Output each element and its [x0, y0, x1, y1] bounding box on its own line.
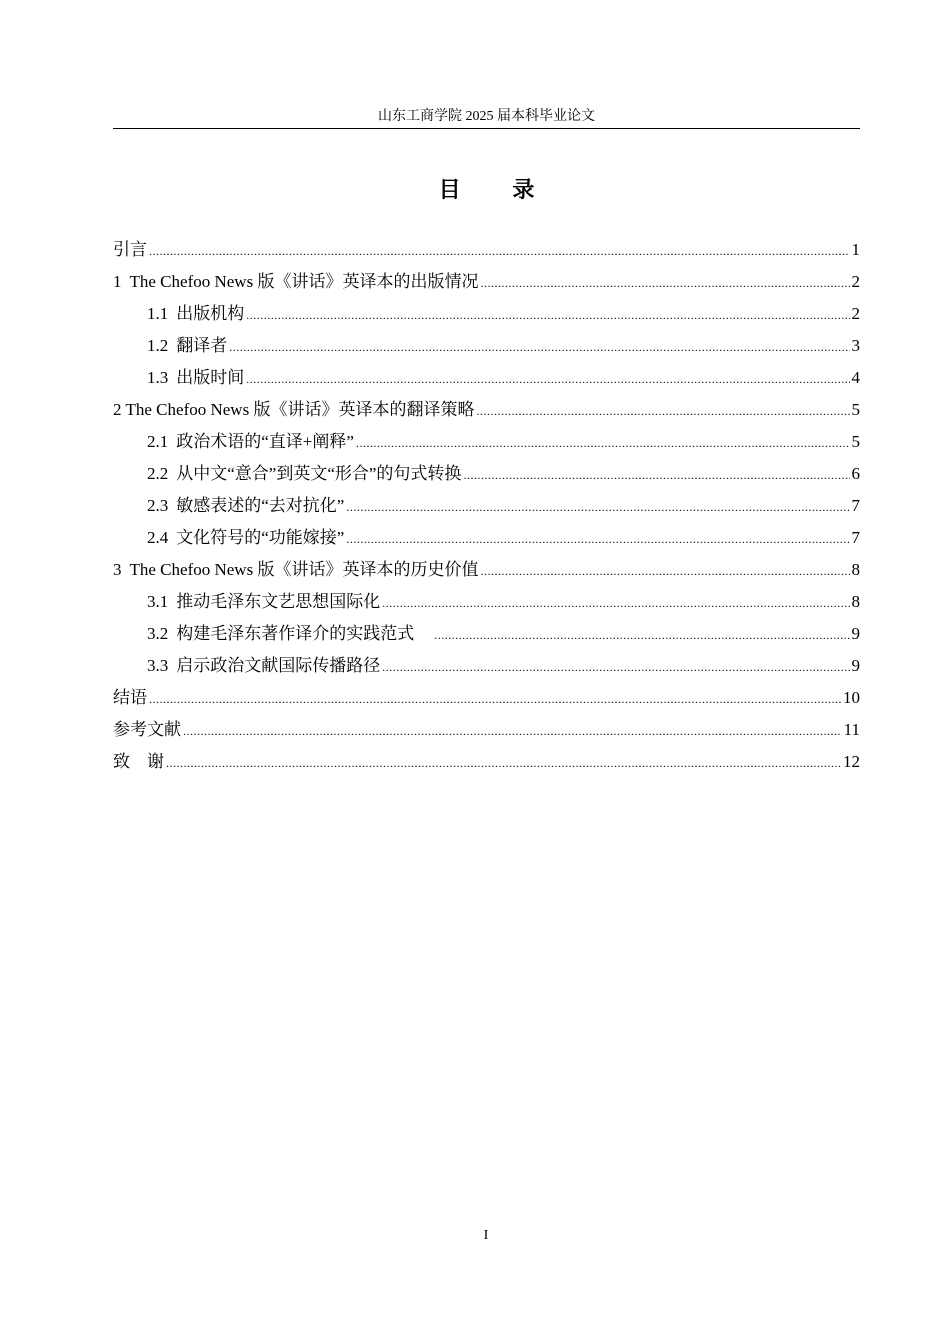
toc-dot-leader	[149, 234, 850, 266]
toc-entry-label: 启示政治文献国际传播路径	[176, 656, 381, 675]
toc-entry-number: 1.1	[147, 304, 169, 323]
toc-entry-section-1-1[interactable]	[113, 298, 860, 330]
toc-entry-conclusion[interactable]	[113, 682, 860, 714]
toc-dot-leader	[229, 330, 849, 362]
toc-entry-number: 3	[113, 560, 122, 579]
toc-entry-chapter-2[interactable]	[113, 394, 860, 426]
toc-entry-label: The Chefoo News 版《讲话》英译本的翻译策略	[125, 400, 475, 419]
toc-page-number: 1	[851, 240, 860, 259]
toc-entry-label: 致 谢	[113, 752, 164, 771]
toc-dot-leader	[476, 394, 849, 426]
toc-entry-label: 构建毛泽东著作译介的实践范式	[176, 624, 415, 643]
toc-dot-leader	[346, 490, 849, 522]
toc-page-number: 5	[851, 432, 860, 451]
toc-entry-label: 文化符号的“功能嫁接”	[176, 528, 345, 547]
toc-entry-section-2-3[interactable]	[113, 490, 860, 522]
toc-entry-section-2-2[interactable]	[113, 458, 860, 490]
toc-entry-section-3-1[interactable]	[113, 586, 860, 618]
toc-dot-leader	[463, 458, 849, 490]
toc-entry-section-1-3[interactable]	[113, 362, 860, 394]
toc-entry-number: 2	[113, 400, 122, 419]
toc-page-number: 3	[851, 336, 860, 355]
toc-page-number: 7	[851, 528, 860, 547]
toc-page-number: 9	[851, 656, 860, 675]
toc-entry-label: The Chefoo News 版《讲话》英译本的历史价值	[129, 560, 479, 579]
toc-dot-leader	[166, 746, 841, 778]
toc-entry-chapter-1[interactable]	[113, 266, 860, 298]
toc-entry-label: 政治术语的“直译+阐释”	[176, 432, 354, 451]
toc-entry-chapter-3[interactable]	[113, 554, 860, 586]
toc-entry-label: 出版机构	[176, 304, 245, 323]
toc-entry-number: 1	[113, 272, 122, 291]
toc-entry-label: 从中文“意合”到英文“形合”的句式转换	[176, 464, 462, 483]
toc-page-number: 9	[851, 624, 860, 643]
toc-entry-label: 翻译者	[176, 336, 228, 355]
toc-entry-section-1-2[interactable]	[113, 330, 860, 362]
toc-page-number: 6	[851, 464, 860, 483]
toc-page-number: 12	[843, 752, 860, 771]
toc-entry-number: 1.2	[147, 336, 169, 355]
toc-dot-leader	[356, 426, 850, 458]
header-rule	[113, 128, 860, 129]
toc-entry-number: 2.1	[147, 432, 169, 451]
toc-entry-number: 2.3	[147, 496, 169, 515]
toc-entry-number: 2.4	[147, 528, 169, 547]
toc-page-number: 5	[851, 400, 860, 419]
running-header: 山东工商学院 2025 届本科毕业论文	[378, 109, 595, 124]
toc-entry-section-3-3[interactable]	[113, 650, 860, 682]
toc-entry-number: 1.3	[147, 368, 169, 387]
toc-entry-label: 结语	[113, 688, 147, 707]
toc-dot-leader	[183, 714, 842, 746]
toc-entry-number: 3.2	[147, 624, 169, 643]
toc-entry-section-3-2[interactable]	[113, 618, 860, 650]
toc-page-number: 8	[851, 592, 860, 611]
page-number: I	[483, 1228, 489, 1243]
toc-entry-number: 2.2	[147, 464, 169, 483]
toc-entry-label: The Chefoo News 版《讲话》英译本的出版情况	[129, 272, 479, 291]
toc-dot-leader	[382, 650, 849, 682]
toc-dot-leader	[480, 266, 849, 298]
toc-dot-leader	[480, 554, 849, 586]
toc-page-number: 11	[843, 720, 860, 739]
toc-entry-acknowledgements[interactable]	[113, 746, 860, 778]
toc-page-number: 10	[843, 688, 860, 707]
toc-entry-label: 参考文献	[113, 720, 181, 739]
toc-entry-introduction[interactable]	[113, 234, 860, 266]
toc-entry-label: 引言	[113, 240, 147, 259]
toc-dot-leader	[149, 682, 841, 714]
toc-entry-label: 出版时间	[176, 368, 245, 387]
table-of-contents	[113, 234, 860, 778]
toc-entry-references[interactable]	[113, 714, 860, 746]
toc-page-number: 8	[851, 560, 860, 579]
toc-page-number: 7	[851, 496, 860, 515]
toc-dot-leader	[246, 362, 849, 394]
toc-page-number: 2	[851, 304, 860, 323]
toc-dot-leader	[246, 298, 849, 330]
toc-entry-label: 推动毛泽东文艺思想国际化	[176, 592, 381, 611]
toc-entry-section-2-4[interactable]	[113, 522, 860, 554]
toc-dot-leader	[434, 618, 849, 650]
toc-dot-leader	[382, 586, 849, 618]
toc-entry-number: 3.3	[147, 656, 169, 675]
toc-entry-label: 敏感表述的“去对抗化”	[176, 496, 345, 515]
toc-title: 目 录	[438, 178, 557, 203]
toc-page-number: 2	[851, 272, 860, 291]
toc-dot-leader	[346, 522, 849, 554]
toc-page-number: 4	[851, 368, 860, 387]
toc-entry-number: 3.1	[147, 592, 169, 611]
toc-entry-section-2-1[interactable]	[113, 426, 860, 458]
